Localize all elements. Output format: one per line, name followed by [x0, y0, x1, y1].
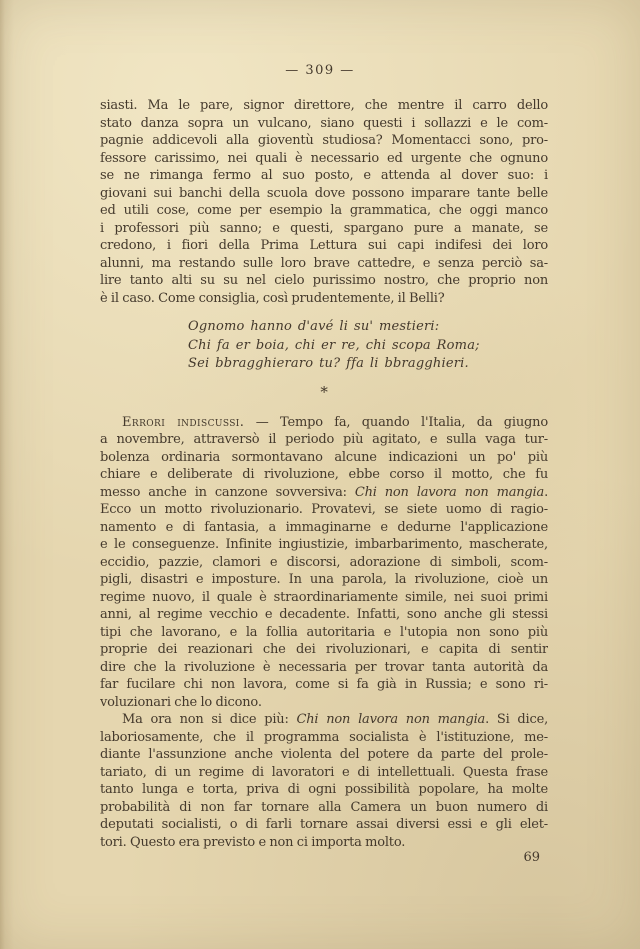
text-line [100, 711, 548, 729]
text-line [100, 449, 548, 467]
smallcaps-heading-segment: Errori indiscussi. [122, 414, 245, 430]
text-segment: se ne rimanga fermo al suo posto, e attenda al dover suo: i [100, 168, 548, 183]
text-line [100, 694, 548, 712]
text-line [100, 150, 548, 168]
text-segment: messo anche in canzone sovversiva: [100, 484, 355, 500]
paragraph-ma-ora [100, 711, 548, 851]
text-line [100, 659, 548, 677]
text-line [100, 237, 548, 255]
italic-text-segment: Chi non lavora non mangia [354, 484, 545, 500]
text-segment: siasti. Ma le pare, signor direttore, che mentre il carro dello [100, 98, 548, 113]
text-line [100, 185, 548, 203]
text-segment: chiare e deliberate di rivoluzione, ebbe corso il motto, che fu [100, 467, 548, 483]
text-segment: Ognomo hanno d'avé li su' mestieri: [188, 319, 440, 334]
text-segment: tipi che lavorano, e la follia autoritaria e l'utopia non sono più [100, 624, 548, 640]
text-segment: diante l'assunzione anche violenta del potere da parte del prole- [100, 747, 548, 763]
text-line [100, 764, 548, 782]
text-line [100, 466, 548, 484]
section-separator-asterisk: * [320, 382, 328, 401]
text-segment: deputati socialisti, o di farli tornare assai diversi essi e gli elet- [100, 817, 548, 833]
text-line [100, 202, 548, 220]
text-line [100, 414, 548, 432]
paragraph-errori-indiscussi [100, 414, 548, 712]
text-segment: laboriosamente, che il programma socialista è l'istituzione, me- [100, 729, 548, 745]
text-segment: lire tanto alti su su nel cielo purissimo nostro, che proprio non [100, 273, 548, 288]
verse-quote [188, 318, 548, 374]
text-segment: tariato, di un regime di lavoratori e di intellettuali. Questa frase [100, 764, 548, 780]
text-segment: voluzionari che lo dicono. [100, 694, 262, 710]
text-line [100, 834, 548, 852]
text-line [100, 431, 548, 449]
text-segment: a novembre, attraversò il periodo più agitato, e sulla vaga tur- [100, 432, 548, 448]
text-segment: Chi fa er boia, chi er re, chi scopa Roma; [188, 337, 480, 353]
text-line [100, 781, 548, 799]
text-segment: alunni, ma restando sulle loro brave cattedre, e senza perciò sa- [100, 255, 548, 271]
text-segment: dire che la rivoluzione è necessaria per trovar tanta autorità da [100, 659, 548, 675]
text-line [188, 355, 548, 374]
text-segment: Ecco un motto rivoluzionario. Provatevi, se siete uomo di ragio- [100, 502, 548, 518]
text-segment: ed utili cose, come per esempio la grammatica, che oggi manco [100, 203, 548, 218]
paragraph-continuation [100, 97, 548, 307]
text-line [100, 624, 548, 642]
text-line [100, 729, 548, 747]
text-segment: e le conseguenze. Infinite ingiustizie, imbarbarimento, mascherate, [100, 537, 548, 553]
text-segment: probabilità di non far tornare alla Camera un buon numero di [100, 799, 548, 815]
text-line [188, 337, 548, 356]
text-line [100, 272, 548, 290]
text-segment: bolenza ordinaria sormontavano alcune indicazioni un po' più [100, 449, 548, 465]
text-segment: credono, i fiori della Prima Lettura sui capi indifesi dei loro [100, 238, 548, 253]
text-line [100, 676, 548, 694]
text-segment: regime nuovo, il quale è straordinariamente simile, nei suoi primi [100, 589, 548, 605]
text-line [100, 255, 548, 273]
text-line [100, 554, 548, 572]
text-segment: . Si dice, [485, 712, 548, 728]
text-segment: tanto lunga e torta, priva di ogni possibilità popolare, ha molte [100, 782, 548, 798]
text-line [100, 115, 548, 133]
text-line [100, 641, 548, 659]
italic-text-segment: Chi non lavora non mangia [296, 712, 486, 728]
text-line [100, 501, 548, 519]
text-segment: fessore carissimo, nei quali è necessario ed urgente che ognuno [100, 150, 548, 166]
text-segment: tori. Questo era previsto e non ci importa molto. [100, 834, 406, 850]
text-segment: far fucilare chi non lavora, come si fa già in Russia; e sono ri- [100, 677, 548, 693]
page-footer-number: 69 [523, 850, 540, 865]
text-line [100, 132, 548, 150]
text-line [100, 519, 548, 537]
text-segment: giovani sui banchi della scuola dove possono imparare tante belle [100, 185, 548, 201]
text-segment: — Tempo fa, quando l'Italia, da giugno [244, 414, 548, 430]
text-segment: anni, al regime vecchio e decadente. Infatti, sono anche gli stessi [100, 607, 548, 623]
text-segment: pagnie addicevoli alla gioventù studiosa? Momentacci sono, pro- [100, 133, 548, 148]
text-segment: è il caso. Come consiglia, così prudentemente, il Belli? [100, 290, 445, 306]
text-segment: i professori più sanno; e questi, spargano pure a manate, se [100, 220, 548, 236]
text-segment: eccidio, pazzie, clamori e discorsi, adorazione di simboli, scom- [100, 554, 548, 570]
text-block [100, 97, 548, 851]
text-line [100, 220, 548, 238]
text-line [100, 97, 548, 115]
text-line [100, 536, 548, 554]
text-segment: Ma ora non si dice più: [122, 712, 297, 728]
text-segment: pigli, disastri e imposture. In una parola, la rivoluzione, cioè un [100, 572, 548, 588]
text-line [100, 799, 548, 817]
text-line [100, 290, 548, 308]
text-segment: proprie dei reazionari che dei rivoluzionari, e capita di sentir [100, 642, 548, 658]
text-segment: namento e di fantasia, a immaginarne e dedurne l'applicazione [100, 519, 548, 535]
text-line [100, 571, 548, 589]
text-line [100, 816, 548, 834]
page-header-number: — 309 — [285, 63, 355, 78]
text-segment: Sei bbragghieraro tu? ffa li bbragghieri. [188, 356, 469, 372]
text-segment: . [544, 484, 548, 500]
text-line [100, 484, 548, 502]
text-line [100, 589, 548, 607]
text-line [100, 606, 548, 624]
text-segment: stato danza sopra un vulcano, siano questi i sollazzi e le com- [100, 115, 548, 131]
text-line [188, 318, 548, 337]
text-line [100, 167, 548, 185]
text-line [100, 746, 548, 764]
